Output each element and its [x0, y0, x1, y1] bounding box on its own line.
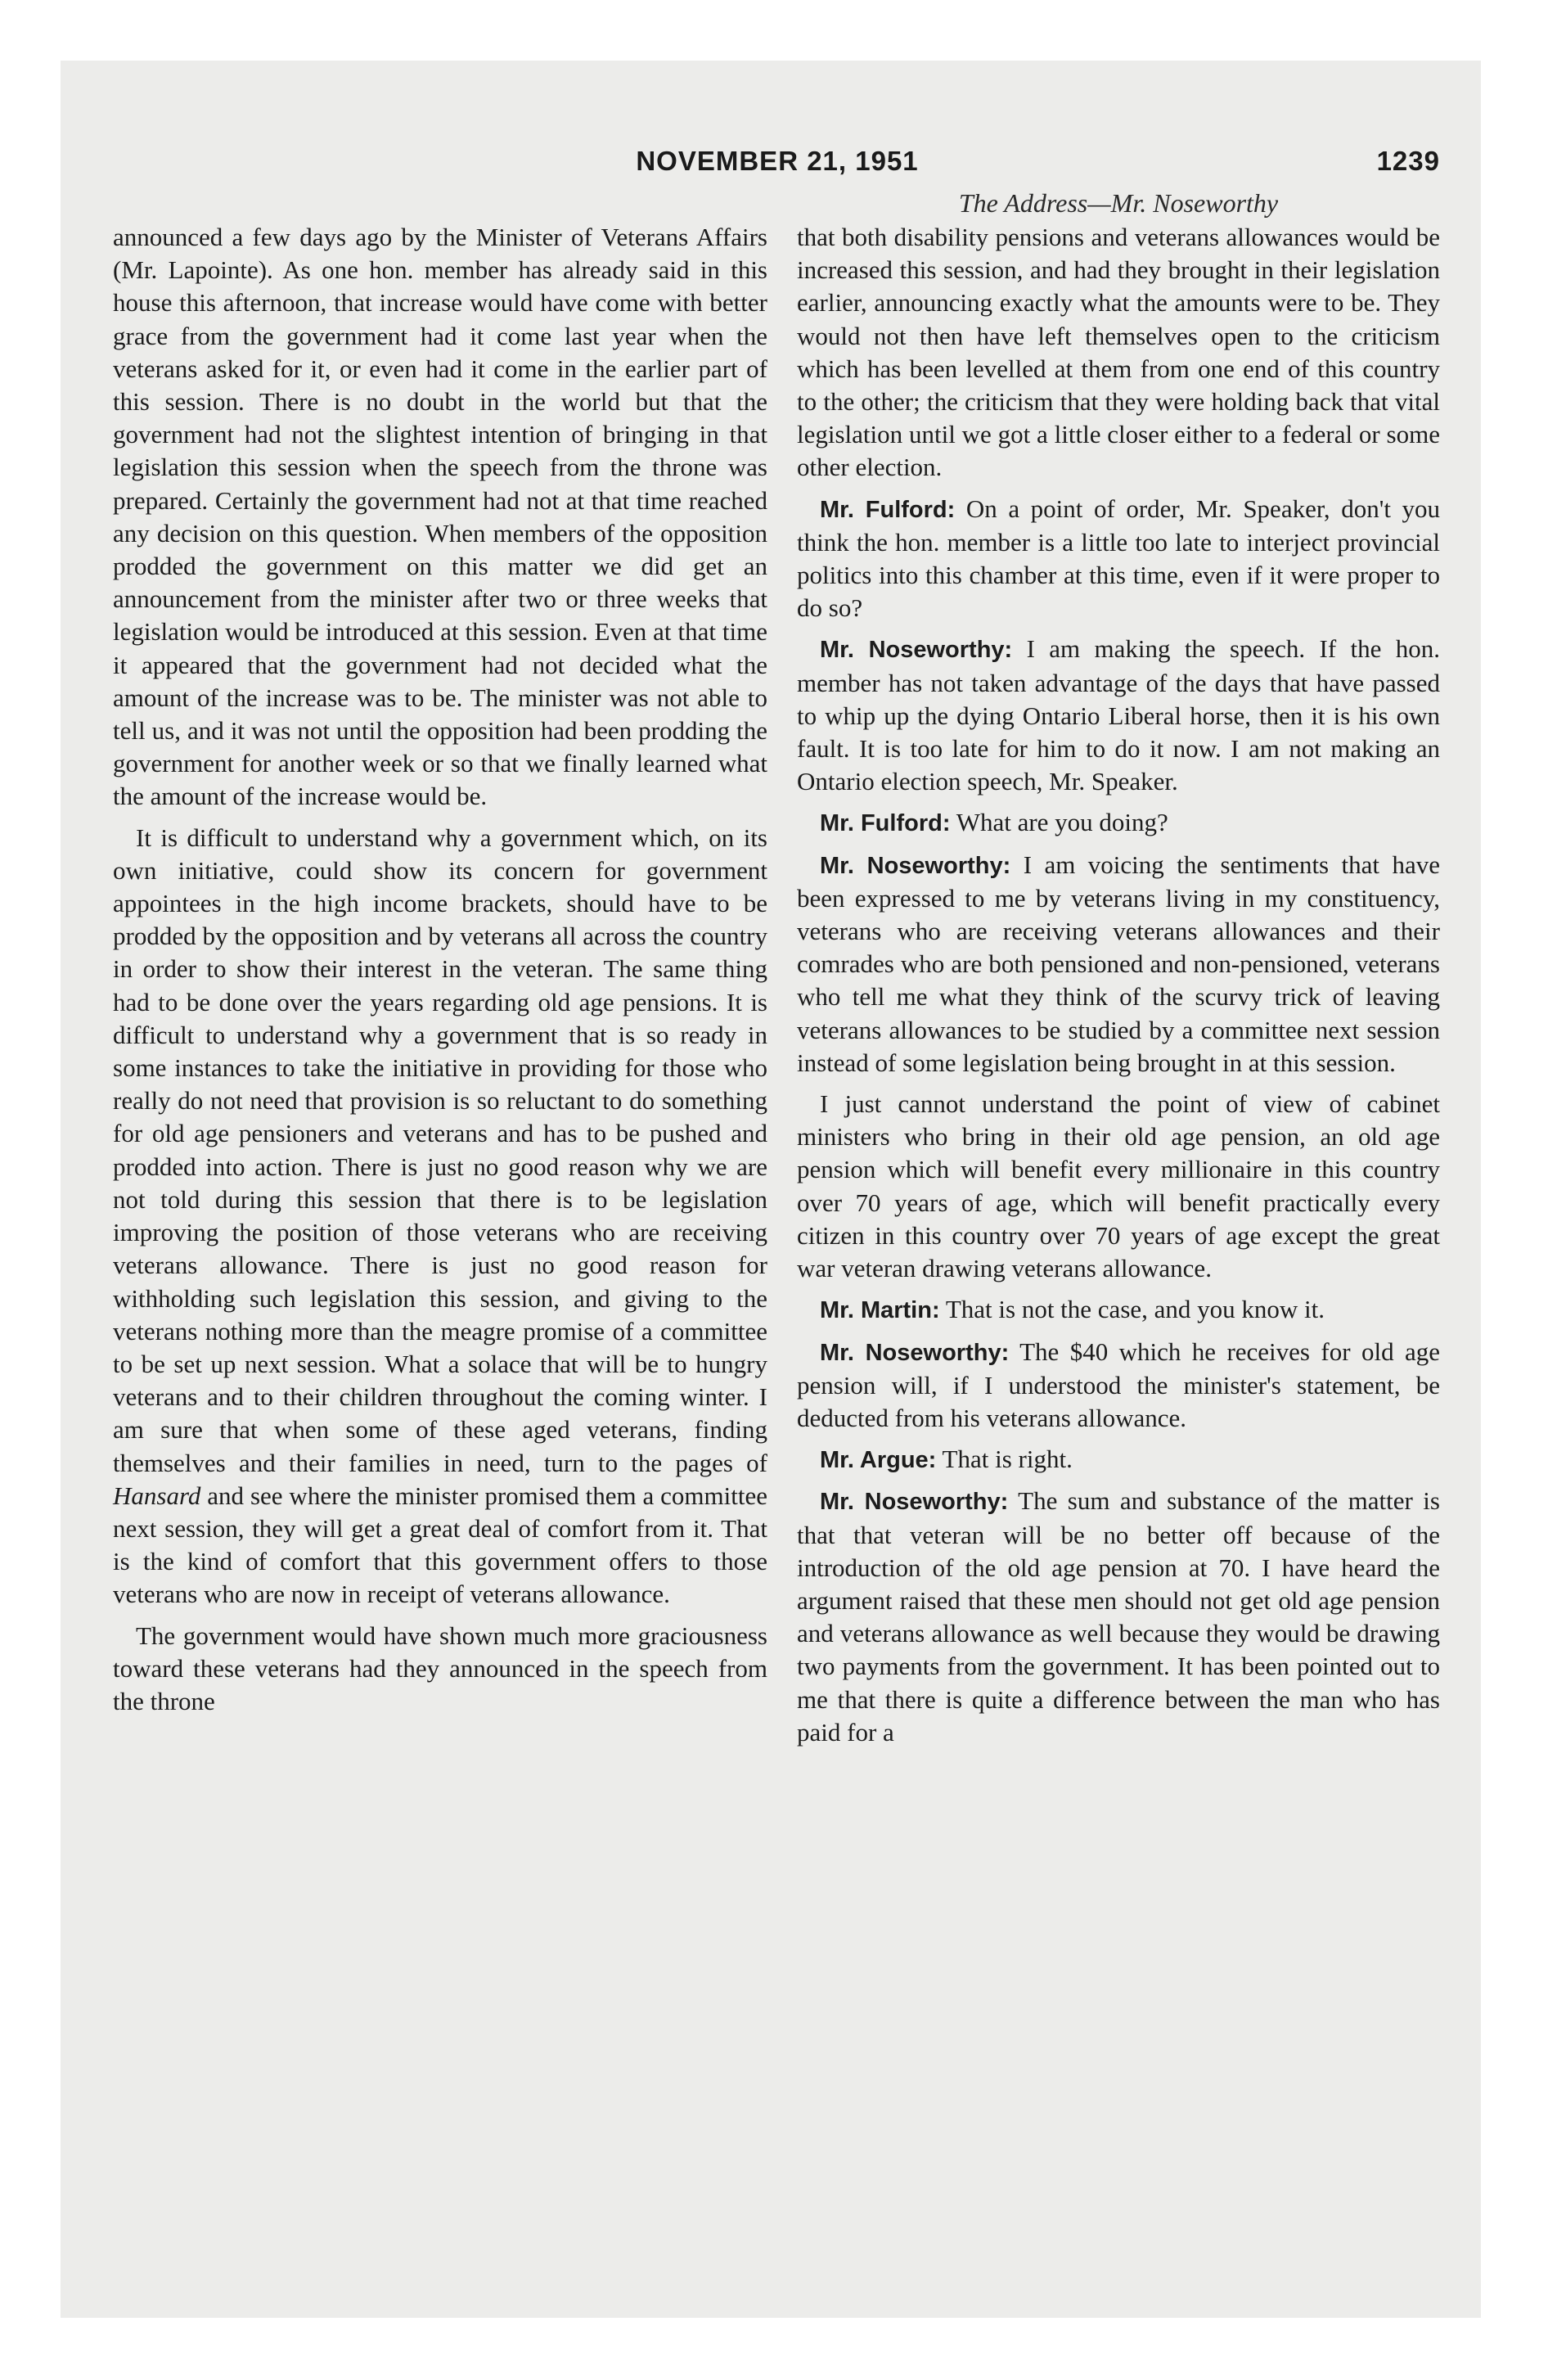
running-title: The Address—Mr. Noseworthy [958, 188, 1279, 218]
speaker-name: Mr. Argue: [820, 1447, 937, 1474]
speech-text: What are you doing? [956, 808, 1168, 837]
speech-text: The sum and substance of the matter is that that veteran will be no better off because of the introduction of the old age pension at 70. I have heard the argument raised that these men should not get old age pension and veterans allowance as well because they would be drawing two payments from the government. It has been pointed out to me that there is quite a difference between the man who has paid for a [797, 1486, 1440, 1747]
speaker-name: Mr. Fulford: [820, 496, 956, 523]
speech-turn [797, 806, 1440, 840]
paragraph-text: and see where the minister promised them a committee next session, they will get a great deal of comfort from it. That is the kind of comfort that this government offers to those veterans who are now in receipt of veterans allowance. [113, 1481, 768, 1609]
page-header [115, 146, 1440, 187]
speech-turn [797, 1336, 1440, 1436]
speech-turn [797, 1293, 1440, 1327]
speaker-name: Mr. Martin: [820, 1297, 940, 1324]
paragraph: The government would have shown much more graciousness toward these veterans had they announced in the speech from the throne [113, 1620, 767, 1715]
left-column [113, 221, 767, 1726]
speech-text: I am voicing the sentiments that have been expressed to me by veterans living in my constituency, veterans who are receiving veterans allowances and their comrades who are both pensioned and non-pensioned, veterans who tell me what they think of the scurvy trick of leaving veterans allowances to be studied by a committee next session instead of some legislation being brought in at this session. [797, 850, 1440, 1077]
speech-turn [797, 1485, 1440, 1749]
paragraph-text: It is difficult to understand why a government which, on its own initiative, could show its concern for government appointees in the high income brackets, should have to be prodded by the opposition and by veterans all across the country in order to show their interest in the veteran. The same thing had to be done over the years regarding old age pensions. It is difficult to understand why a government that is so ready in some instances to take the initiative in providing for those who really do not need that provision is so reluctant to do something for old age pensioners and veterans and has to be pushed and prodded into action. There is just no good reason why we are not told during this session that there is to be legislation improving the position of those veterans who are receiving veterans allowance. There is just no good reason for withholding such legislation this session, and giving to the veterans nothing more than the meagre promise of a committee to be set up next session. What a solace that will be to hungry veterans and to their children throughout the coming winter. I am sure that when some of these aged veterans, finding themselves and their families in need, turn to the pages of [113, 823, 767, 1477]
speech-turn [797, 633, 1440, 798]
hansard-italic: Hansard [113, 1481, 201, 1510]
speech-text: I am making the speech. If the hon. member has not taken advantage of the days that have passed to whip up the dying Ontario Liberal horse, then it is his own fault. It is too late for him to do it now. I am not making an Ontario election speech, Mr. Speaker. [797, 634, 1440, 796]
speaker-name: Mr. Fulford: [820, 810, 951, 837]
speech-text: On a point of order, Mr. Speaker, don't you think the hon. member is a little too late to interject provincial politics into this chamber at this time, even if it were proper to do so? [797, 494, 1440, 623]
speech-text: The $40 which he receives for old age pension will, if I understood the minister's statement, be deducted from his veterans allowance. [797, 1336, 1440, 1432]
right-column [797, 221, 1440, 1757]
speaker-name: Mr. Noseworthy: [820, 1339, 1010, 1366]
speech-text: That is not the case, and you know it. [945, 1295, 1325, 1324]
paragraph: that both disability pensions and veterans allowances would be increased this session, and had they brought in their legislation earlier, announcing exactly what the amounts were to be. They would not then have left themselves open to the criticism which has been levelled at them from one end of this country to the other; the criticism that they were holding back that vital legislation until we got a little closer either to a federal or some other election. [797, 223, 1440, 482]
speaker-name: Mr. Noseworthy: [820, 637, 1013, 664]
speech-turn [797, 849, 1440, 1080]
paragraph: announced a few days ago by the Minister of Veterans Affairs (Mr. Lapointe). As one hon. member has already said in this house this afternoon, that increase would have come with better grace from the government had it come last year when the veterans asked for it, or even had it come in the earlier part of this session. There is no doubt in the world but that the government had not the slightest intention of bringing in that legislation this session when the speech from the throne was prepared. Certainly the government had not at that time reached any decision on this question. When members of the opposition prodded the government on this matter we did get an announcement from the minister after two or three weeks that legislation would be introduced at this session. Even at that time it appeared that the government had not decided what the amount of the increase was to be. The minister was not able to tell us, and it was not until the opposition had been prodding the government for another week or so that we finally learned what the amount of the increase would be. [113, 223, 767, 811]
speaker-name: Mr. Noseworthy: [820, 1489, 1009, 1516]
header-date: NOVEMBER 21, 1951 [636, 146, 919, 176]
speech-text: That is right. [942, 1445, 1073, 1474]
speech-turn [797, 1443, 1440, 1476]
speaker-name: Mr. Noseworthy: [820, 852, 1011, 879]
paragraph: I just cannot understand the point of view of cabinet ministers who bring in their old age pension, an old age pension which will benefit every millionaire in this country over 70 years of age, which will benefit practically every citizen in this country over 70 years of age except the great war veteran drawing veterans allowance. [797, 1089, 1440, 1283]
page-number: 1239 [1376, 146, 1440, 176]
speech-turn [797, 493, 1440, 625]
paragraph [113, 822, 767, 1611]
